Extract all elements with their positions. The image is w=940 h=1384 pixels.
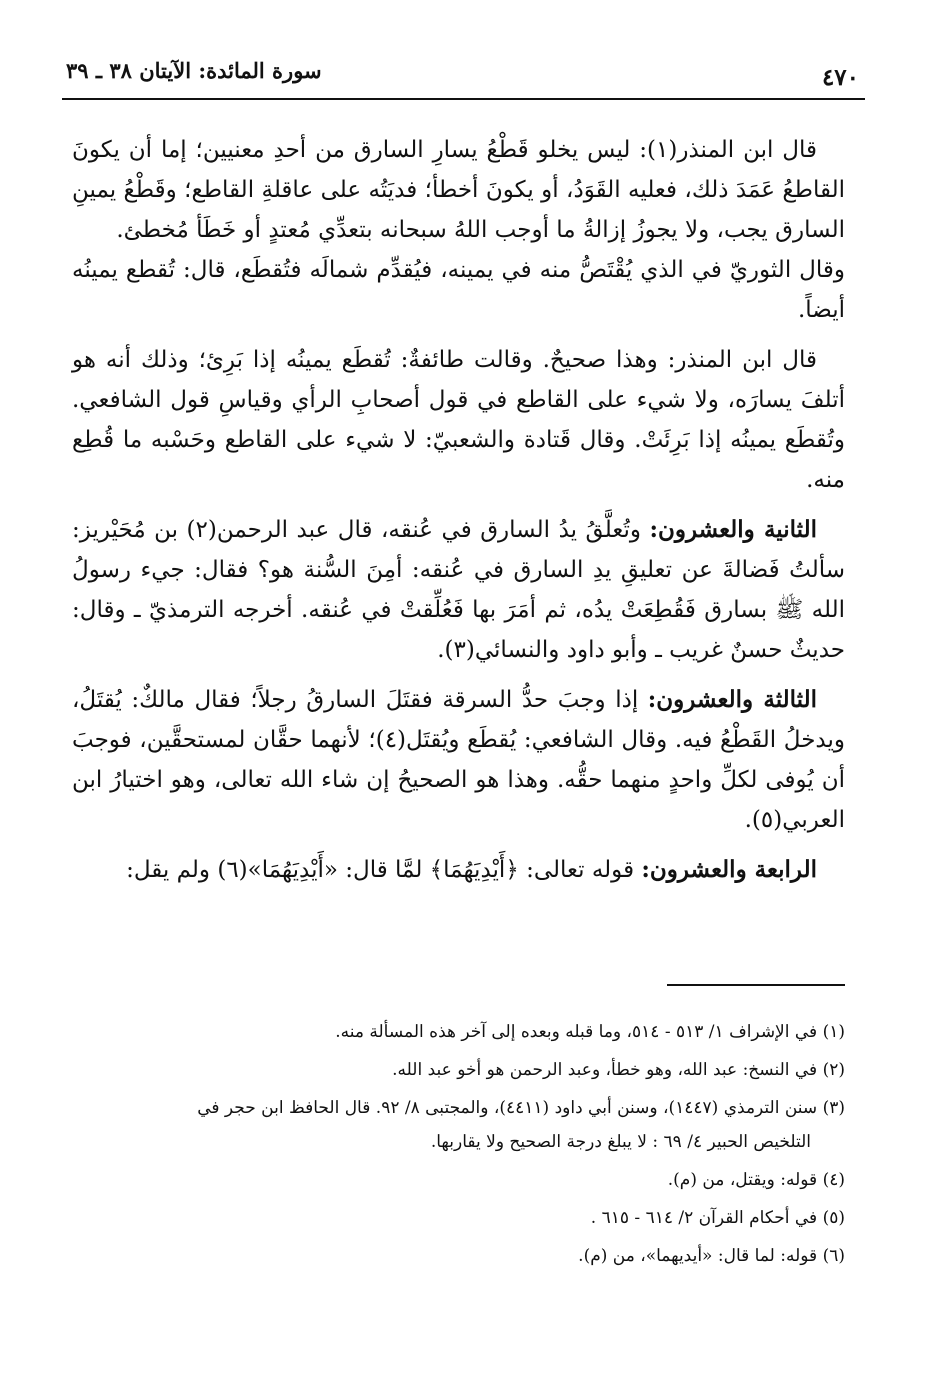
- paragraph: [72, 250, 845, 330]
- footnote-continuation: التلخيص الحبير ٤/ ٦٩ : لا يبلغ درجة الصحيح ولا يقاربها.: [430, 1132, 811, 1152]
- paragraph-lead: الرابعة والعشرون:: [641, 856, 817, 883]
- paragraph-text: وقال الثوريّ في الذي يُقْتَصُّ منه في يمينه، فيُقدِّم شمالَه فتُقطَع، قال: تُقطع يمينُه أيضاً.: [72, 257, 845, 323]
- paragraph-text: وتُعلَّقُ يدُ السارق في عُنقه، قال عبد الرحمن(٢) بن مُحَيْريز: سألتُ فَضالةَ عن تعليقِ يدِ السارق في عُنقه: أمِنَ السُّنة هو؟ فقال: جيء رسولُ الله ﷺ بسارق فَقُطِعَتْ يدُه، ثم أمَرَ بها فَعُلِّقتْ في عُنقه. أخرجه الترمذيّ ـ وقال: حديثٌ حسنٌ غريب ـ وأبو داود والنسائي(٣).: [72, 517, 845, 663]
- footnote: (٦) قوله: لما قال: «أيديهما»، من (م).: [578, 1246, 845, 1266]
- paragraph: [72, 680, 845, 840]
- paragraph-text: قوله تعالى: ﴿أَيْدِيَهُمَا﴾ لمَّا قال: «أَيْدِيَهُمَا»(٦) ولم يقل:: [126, 857, 642, 883]
- footnotes: [72, 1016, 845, 1278]
- paragraph-lead: الثالثة والعشرون:: [647, 686, 817, 713]
- footnote: (٣) سنن الترمذي (١٤٤٧)، وسنن أبي داود (٤٤١١)، والمجتبى ٨/ ٩٢. قال الحافظ ابن حجر في: [197, 1098, 845, 1118]
- footnote: (٢) في النسخ: عبد الله، وهو خطأ، وعبد الرحمن هو أخو عبد الله.: [392, 1060, 845, 1080]
- main-text: [72, 130, 845, 900]
- paragraph-text: إذا وجبَ حدُّ السرقة فقتَلَ السارقُ رجلاً؛ فقال مالكٌ: يُقتَلُ، ويدخلُ القَطْعُ فيه. وقال الشافعي: يُقطَع ويُقتَل(٤)؛ لأنهما حقَّان لمستحقَّين، فوجبَ أن يُوفى لكلِّ واحدٍ منهما حقُّه. وهذا هو الصحيحُ إن شاء الله تعالى، وهو اختيارُ ابن العربي(٥).: [72, 687, 845, 833]
- footnote-separator: [667, 984, 845, 986]
- paragraph: [72, 510, 845, 670]
- page-number: ٤٧٠: [821, 64, 859, 91]
- page-header: [62, 56, 865, 100]
- surah-title: سورة المائدة: الآيتان ٣٨ ـ ٣٩: [66, 58, 322, 83]
- paragraph-text: قال ابن المنذر(١): ليس يخلو قَطْعُ يسارِ السارق من أحدِ معنيين؛ إما أن يكونَ القاطعُ عَمَدَ ذلك، فعليه القَوَدُ، أو يكونَ أخطأ؛ فديَتُه على عاقلةِ القاطع؛ وقَطْعُ يمينِ السارق يجب، ولا يجوزُ إزالةُ ما أوجب اللهُ سبحانه بتعدِّي مُعتدٍ أو خَطَأ مُخطئ.: [72, 137, 845, 243]
- paragraph-text: قال ابن المنذر: وهذا صحيحٌ. وقالت طائفةٌ: تُقطَع يمينُه إذا بَرِئ؛ وذلك أنه هو أتلفَ يسارَه، ولا شيء على القاطع في قول أصحابِ الرأي وقياسِ قول الشافعي. وتُقطَع يمينُه إذا بَرِئَتْ. وقال قَتادة والشعبيّ: لا شيء على القاطع وحَسْبه ما قُطِع منه.: [72, 347, 845, 493]
- footnote: (١) في الإشراف ١/ ٥١٣ - ٥١٤، وما قبله وبعده إلى آخر هذه المسألة منه.: [335, 1022, 845, 1042]
- footnote: (٥) في أحكام القرآن ٢/ ٦١٤ - ٦١٥ .: [590, 1208, 845, 1228]
- footnote: (٤) قوله: ويقتل، من (م).: [667, 1170, 845, 1190]
- paragraph-lead: الثانية والعشرون:: [649, 516, 817, 543]
- paragraph: [72, 130, 845, 250]
- paragraph: [72, 340, 845, 500]
- paragraph: [72, 850, 845, 890]
